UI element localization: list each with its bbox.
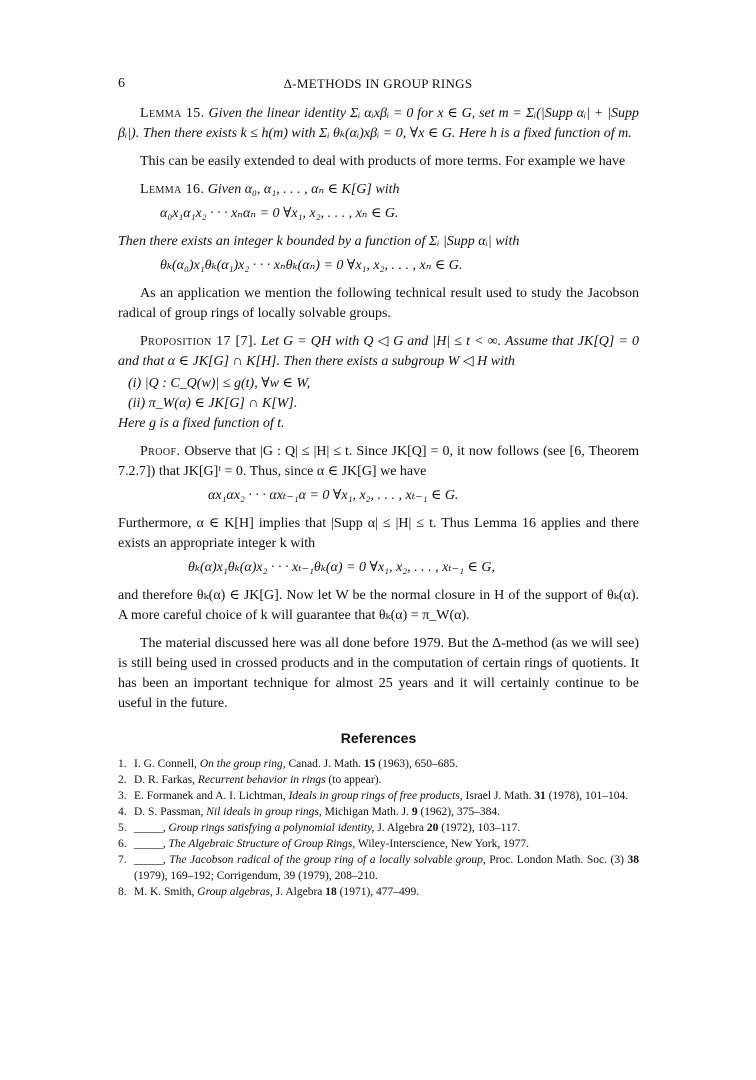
reference-details: (1962), 375–384. xyxy=(417,806,500,818)
proof-display-2: θₖ(α)x₁θₖ(α)x₂ · · · xₜ₋₁θₖ(α) = 0 ∀x₁, x₂, . . . , xₜ₋₁ ∈ G, xyxy=(188,560,496,575)
proof-text-3: and therefore θₖ(α) ∈ JK[G]. Now let W be the normal closure in H of the support of θₖ(α). A more careful choice of k will guarantee that θₖ(α) = π_W(α). xyxy=(118,588,639,623)
references-list xyxy=(118,756,639,900)
lemma-16-display-1: α₀x₁α₁x₂ · · · xₙαₙ = 0 ∀x₁, x₂, . . . , xₙ ∈ G. xyxy=(160,206,399,221)
reference-number: 6. xyxy=(118,838,127,850)
proposition-17-text: Let G = QH with Q ◁ G and |H| ≤ t < ∞. Assume that JK[Q] = 0 and that α ∈ JK[G] ∩ K[H]. Then there exists a subgroup W ◁ H with xyxy=(118,334,640,369)
reference-journal: Proc. London Math. Soc. (3) xyxy=(485,854,628,866)
reference-authors: _____, xyxy=(134,822,169,834)
proof-text-1: Observe that |G : Q| ≤ |H| ≤ t. Since JK[Q] = 0, it now follows (see [6, Theorem 7.2.7]) that JK[G]ᵗ = 0. Thus, since α ∈ JK[G] we have xyxy=(118,444,639,479)
reference-volume: 31 xyxy=(534,790,546,802)
reference-title: The Algebraic Structure of Group Rings, xyxy=(168,838,356,850)
lemma-15 xyxy=(118,104,639,144)
proof-label: Proof. xyxy=(140,444,181,459)
reference-volume: 20 xyxy=(426,822,439,834)
reference-journal: Michigan Math. J. xyxy=(321,806,412,818)
reference-title: Recurrent behavior in rings xyxy=(197,774,326,786)
reference-item xyxy=(118,772,639,788)
proposition-17-condition-2: (ii) π_W(α) ∈ JK[G] ∩ K[W]. xyxy=(128,396,298,411)
reference-title: Group rings satisfying a polynomial identity, xyxy=(168,822,375,834)
page-number: 6 xyxy=(118,76,125,91)
reference-authors: E. Formanek and A. I. Lichtman, xyxy=(134,790,289,802)
reference-title: Ideals in group rings of free products, xyxy=(288,790,463,802)
reference-details: (1963), 650–685. xyxy=(375,758,458,770)
paragraph-extend: This can be easily extended to deal with products of more terms. For example we have xyxy=(140,154,626,169)
reference-item xyxy=(118,836,639,852)
reference-number: 7. xyxy=(118,854,127,866)
reference-volume: 18 xyxy=(325,886,337,898)
reference-journal: Wiley-Interscience, New York, 1977. xyxy=(355,838,529,850)
reference-item xyxy=(118,756,639,772)
reference-number: 5. xyxy=(118,822,127,834)
running-header xyxy=(118,74,638,94)
paragraph-application: As an application we mention the following technical result used to study the Jacobson radical of group rings of locally solvable groups. xyxy=(118,286,639,321)
reference-title: The Jacobson radical of the group ring of a locally solvable group, xyxy=(169,854,486,866)
reference-title: On the group ring, xyxy=(199,758,286,770)
reference-item xyxy=(118,852,639,884)
reference-number: 3. xyxy=(118,790,127,802)
reference-authors: D. R. Farkas, xyxy=(134,774,198,786)
lemma-16 xyxy=(118,180,639,200)
reference-number: 8. xyxy=(118,886,127,898)
reference-details: (1978), 101–104. xyxy=(545,790,629,802)
reference-item xyxy=(118,820,639,836)
reference-authors: D. S. Passman, xyxy=(134,806,207,818)
reference-volume: 38 xyxy=(627,854,639,866)
reference-authors: _____, xyxy=(134,854,170,866)
proposition-17 xyxy=(118,332,639,372)
reference-number: 4. xyxy=(118,806,127,818)
reference-item xyxy=(118,788,639,804)
main-content xyxy=(118,104,639,900)
proof xyxy=(118,442,639,482)
reference-title: Nil ideals in group rings, xyxy=(206,806,322,818)
reference-volume: 9 xyxy=(411,806,418,818)
reference-item xyxy=(118,884,639,900)
lemma-15-label: Lemma 15. xyxy=(140,106,205,121)
reference-journal: Canad. J. Math. xyxy=(285,758,364,770)
reference-journal: J. Algebra xyxy=(374,822,427,834)
reference-item xyxy=(118,804,639,820)
reference-authors: I. G. Connell, xyxy=(134,758,200,770)
reference-details: (1971), 477–499. xyxy=(336,886,420,898)
proposition-17-condition-1: (i) |Q : C_Q(w)| ≤ g(t), ∀w ∈ W, xyxy=(128,376,311,391)
reference-details: (1972), 103–117. xyxy=(438,822,521,834)
references-heading: References xyxy=(340,730,417,746)
reference-journal: (to appear). xyxy=(325,774,382,786)
reference-authors: M. K. Smith, xyxy=(134,886,198,898)
reference-journal: Israel J. Math. xyxy=(462,790,535,802)
reference-title: Group algebras, xyxy=(197,886,273,898)
paragraph-final: The material discussed here was all done before 1979. But the Δ-method (as we will see) is still being used in crossed products and in the computation of certain rings of quotients. It has been an important technique for almost 25 years and it will certainly continue to be useful in the future. xyxy=(118,636,639,711)
proof-display-1: αx₁αx₂ · · · αxₜ₋₁α = 0 ∀x₁, x₂, . . . , xₜ₋₁ ∈ G. xyxy=(208,488,459,503)
proposition-17-closing: Here g is a fixed function of t. xyxy=(118,416,285,431)
reference-authors: _____, xyxy=(134,838,169,850)
lemma-15-text: Given the linear identity Σᵢ αᵢxβᵢ = 0 for x ∈ G, set m = Σᵢ(|Supp αᵢ| + |Supp βᵢ|). Then there exists k ≤ h(m) with Σᵢ θₖ(αᵢ)xβᵢ = 0, ∀x ∈ G. Here h is a fixed function of m. xyxy=(118,106,640,141)
reference-journal: J. Algebra xyxy=(272,886,326,898)
lemma-16-intro: Given α₀, α₁, . . . , αₙ ∈ K[G] with xyxy=(207,182,400,197)
lemma-16-display-2: θₖ(α₀)x₁θₖ(α₁)x₂ · · · xₙθₖ(αₙ) = 0 ∀x₁, x₂, . . . , xₙ ∈ G. xyxy=(160,258,463,273)
running-title: Δ-METHODS IN GROUP RINGS xyxy=(283,76,473,91)
proposition-17-label: Proposition 17 [7]. xyxy=(140,334,257,349)
reference-number: 1. xyxy=(118,758,127,770)
reference-number: 2. xyxy=(118,774,127,786)
proof-text-2: Furthermore, α ∈ K[H] implies that |Supp α| ≤ |H| ≤ t. Thus Lemma 16 applies and there exists an appropriate integer k with xyxy=(118,516,639,551)
lemma-16-label: Lemma 16. xyxy=(140,182,205,197)
reference-volume: 15 xyxy=(363,758,376,770)
lemma-16-middle: Then there exists an integer k bounded by a function of Σᵢ |Supp αᵢ| with xyxy=(118,234,520,249)
reference-details: (1979), 169–192; Corrigendum, 39 (1979), 208–210. xyxy=(134,870,378,882)
